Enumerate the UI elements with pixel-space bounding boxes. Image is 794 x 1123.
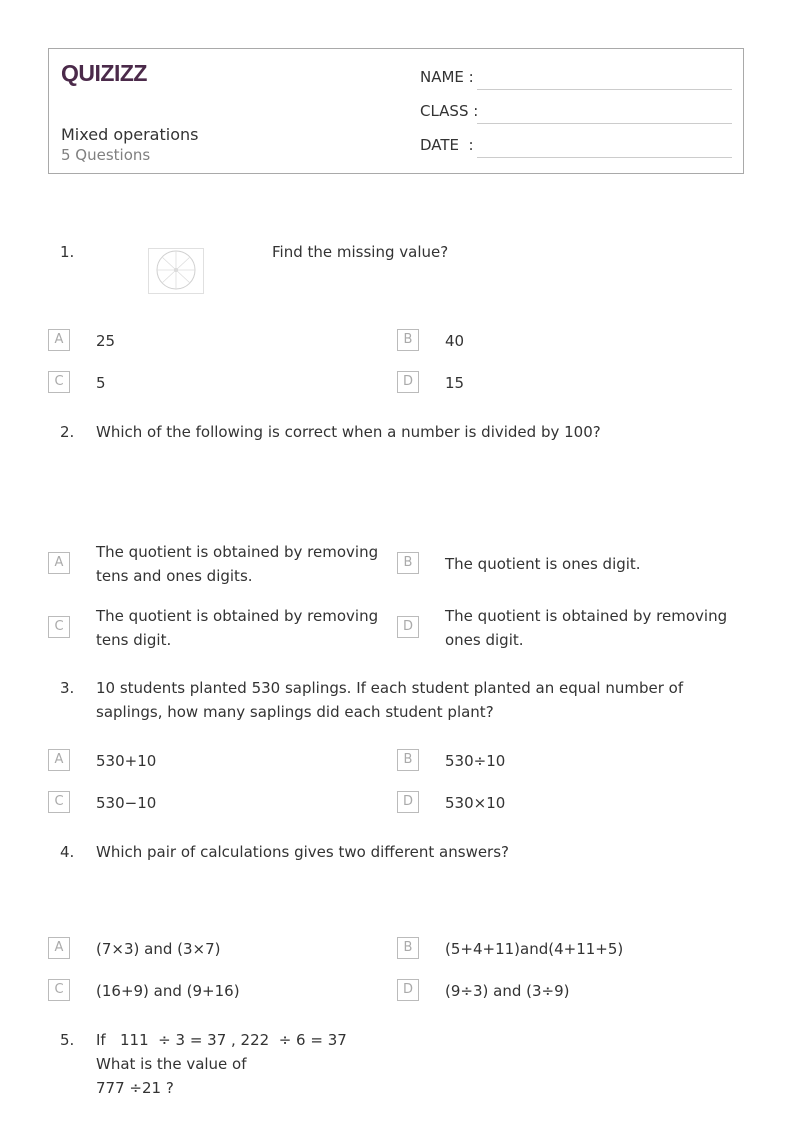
question-text-line: 777 ÷21 ? [96, 1079, 174, 1097]
question-number: 4. [60, 843, 75, 861]
question-number: 3. [60, 679, 75, 697]
option-box[interactable]: B [397, 937, 419, 959]
option-box[interactable]: A [48, 329, 70, 351]
option-text: (7×3) and (3×7) [96, 940, 221, 958]
option-text: 15 [445, 374, 465, 392]
option-text: (9÷3) and (3÷9) [445, 982, 570, 1000]
option-box[interactable]: B [397, 552, 419, 574]
option-text: 530×10 [445, 794, 506, 812]
quizizz-logo [61, 59, 153, 87]
option-text: (5+4+11)and(4+11+5) [445, 940, 624, 958]
option-box[interactable]: C [48, 791, 70, 813]
option-box[interactable]: C [48, 979, 70, 1001]
option-text: The quotient is obtained by removing tens digit. [96, 607, 379, 649]
option-text: The quotient is obtained by removing tens and ones digits. [96, 543, 379, 585]
option-text: The quotient is obtained by removing ones digit. [445, 607, 728, 649]
question-text-line: What is the value of [96, 1055, 247, 1073]
option-box[interactable]: B [397, 749, 419, 771]
class-line[interactable] [477, 123, 732, 124]
option-box[interactable]: A [48, 749, 70, 771]
question-number: 1. [60, 243, 75, 261]
class-label: CLASS : [420, 102, 479, 120]
name-label: NAME : [420, 68, 474, 86]
option-box[interactable]: A [48, 552, 70, 574]
option-text: 25 [96, 332, 116, 350]
question-count: 5 Questions [61, 146, 151, 164]
option-box[interactable]: D [397, 371, 419, 393]
option-box[interactable]: D [397, 979, 419, 1001]
option-box[interactable]: D [397, 791, 419, 813]
svg-text:QUIZIZZ: QUIZIZZ [61, 60, 147, 86]
option-text: 40 [445, 332, 465, 350]
option-text: 530÷10 [445, 752, 506, 770]
question-text: Find the missing value? [272, 243, 449, 261]
question-text-line: If 111 ÷ 3 = 37 , 222 ÷ 6 = 37 [96, 1031, 347, 1049]
option-box[interactable]: B [397, 329, 419, 351]
date-label: DATE : [420, 136, 474, 154]
question-text: Which of the following is correct when a number is divided by 100? [96, 423, 601, 441]
option-text: 530−10 [96, 794, 157, 812]
option-text: 530+10 [96, 752, 157, 770]
name-line[interactable] [477, 89, 732, 90]
option-box[interactable]: D [397, 616, 419, 638]
option-text: The quotient is ones digit. [445, 555, 641, 573]
question-number: 5. [60, 1031, 75, 1049]
option-text: 5 [96, 374, 106, 392]
date-line[interactable] [477, 157, 732, 158]
question-text: Which pair of calculations gives two different answers? [96, 843, 510, 861]
worksheet-header [48, 48, 744, 174]
worksheet-title: Mixed operations [61, 125, 199, 144]
option-box[interactable]: A [48, 937, 70, 959]
question-text: 10 students planted 530 saplings. If each student planted an equal number of saplings, how many saplings did each student plant? [96, 679, 684, 721]
question-number: 2. [60, 423, 75, 441]
option-text: (16+9) and (9+16) [96, 982, 240, 1000]
question-image [148, 248, 204, 294]
option-box[interactable]: C [48, 371, 70, 393]
option-box[interactable]: C [48, 616, 70, 638]
